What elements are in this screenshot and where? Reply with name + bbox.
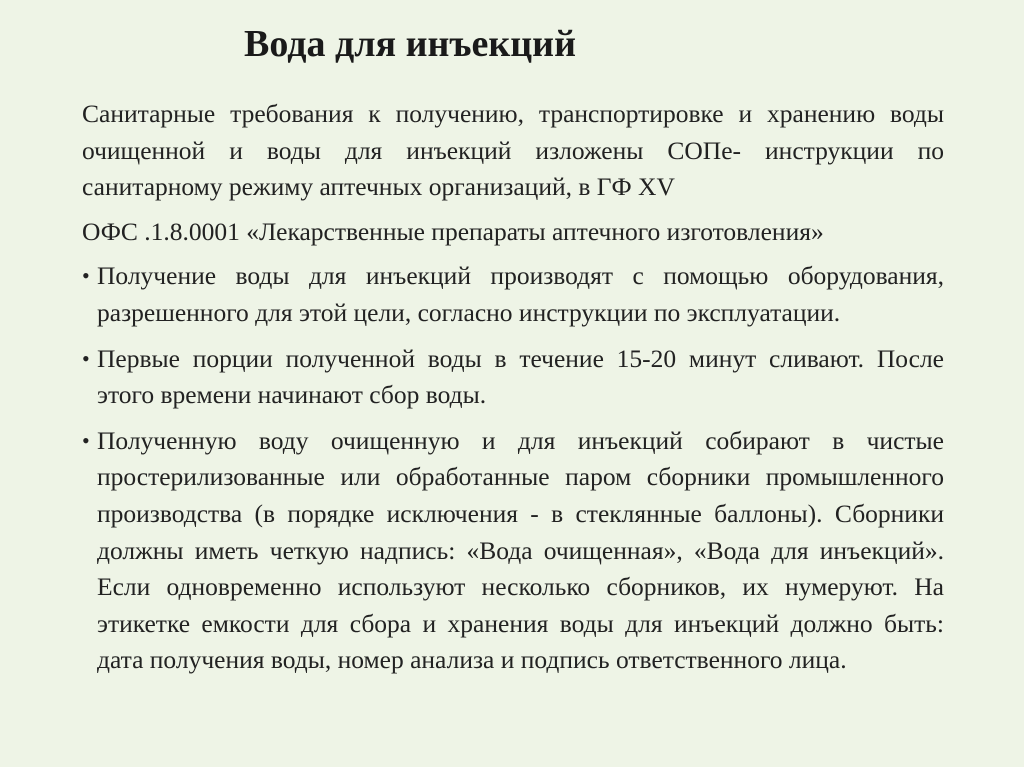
reference-paragraph: ОФС .1.8.0001 «Лекарственные препараты аптечного изготовления»	[82, 216, 824, 246]
bullet-text: Первые порции полученной воды в течение 15-20 минут сливают. После этого времени начинают сбор воды.	[97, 343, 944, 410]
intro-paragraph: Санитарные требования к получению, транспортировке и хранению воды очищенной и воды для инъекций изложены СОПе- инструкции по санитарному режиму аптечных организаций, в ГФ XV	[82, 99, 944, 202]
bullet-item	[82, 258, 944, 331]
bullet-item	[82, 341, 944, 414]
slide-title: Вода для инъекций	[244, 23, 576, 65]
bullet-icon: •	[82, 427, 90, 453]
bullet-text: Получение воды для инъекций производят с помощью оборудования, разрешенного для этой цели, согласно инструкции по эксплуатации.	[97, 261, 944, 327]
slide-content	[82, 96, 944, 688]
bullet-icon: •	[82, 345, 90, 371]
bullet-icon: •	[82, 263, 90, 289]
bullet-text: Полученную воду очищенную и для инъекций собирают в чистые простерилизованные или обработанные паром сборники промышленного производства (в порядке исключения - в стеклянные баллоны). Сборники должны иметь четкую надпись: «Вода очищенная», «Вода для инъекций». Если одновременно используют несколько сборников, их нумеруют. На этикетке емкости для сбора и хранения воды для инъекций должно быть: дата получения воды, номер анализа и подпись ответственного лица.	[97, 425, 944, 675]
bullet-item	[82, 423, 944, 679]
